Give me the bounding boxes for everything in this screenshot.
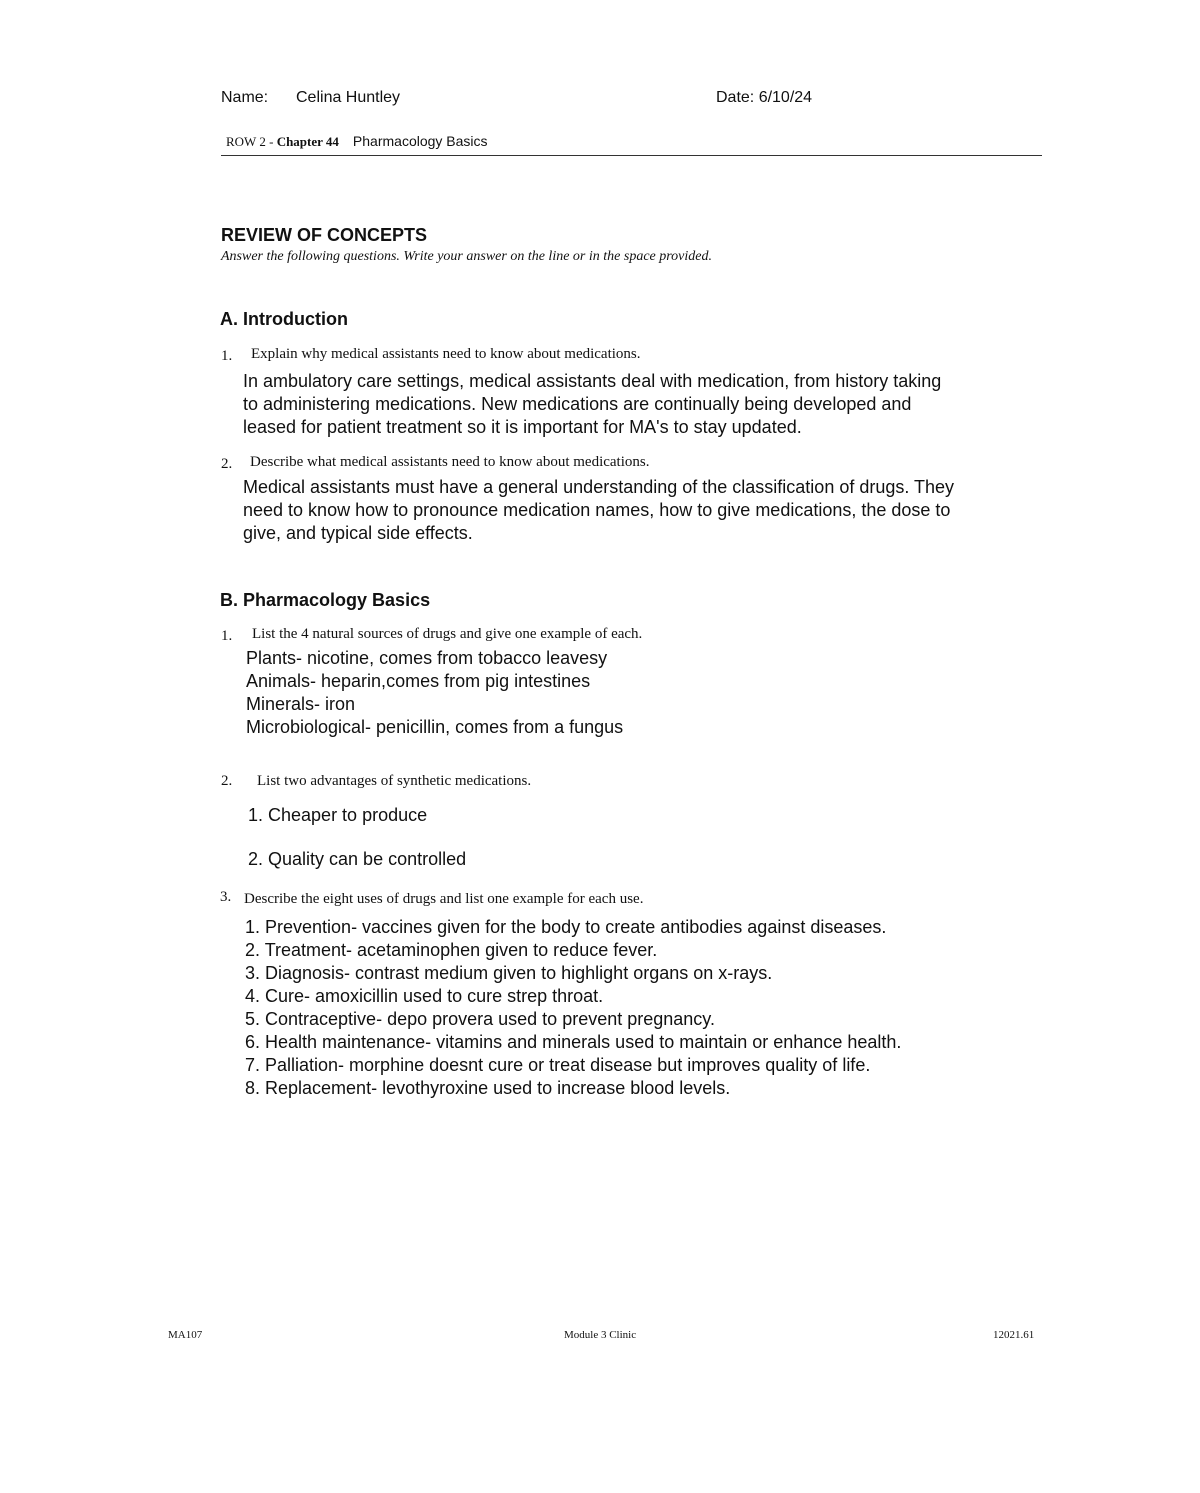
answer-line: Microbiological- penicillin, comes from a fungus (246, 717, 624, 737)
row-prefix: ROW 2 - (226, 134, 277, 149)
answer-line: 3. Diagnosis- contrast medium given to highlight organs on x-rays. (245, 963, 773, 983)
header-rule (221, 155, 1042, 156)
chapter-title: Pharmacology Basics (352, 133, 488, 149)
name-label: Name: (221, 89, 269, 106)
answer-line: 5. Contraceptive- depo provera used to prevent pregnancy. (245, 1009, 715, 1029)
question-text: Explain why medical assistants need to know about medications. (251, 346, 641, 362)
answer-line: 2. Treatment- acetaminophen given to reduce fever. (245, 940, 658, 960)
answer-block (246, 647, 623, 739)
section-b-title: B. Pharmacology Basics (220, 590, 431, 610)
answer-block (245, 916, 901, 1100)
question-number: 1. (221, 348, 233, 364)
question-number: 1. (221, 628, 233, 644)
footer-left: MA107 (168, 1329, 203, 1341)
footer-center: Module 3 Clinic (564, 1329, 637, 1341)
chapter-line (226, 133, 488, 151)
answer-line: 1. Prevention- vaccines given for the body to create antibodies against diseases. (245, 917, 887, 937)
answer-line: need to know how to pronounce medication names, how to give medications, the dose to (243, 500, 951, 520)
date-text: Date: 6/10/24 (716, 89, 813, 106)
question-number: 3. (220, 889, 232, 905)
answer-line: Animals- heparin,comes from pig intestines (246, 671, 591, 691)
question-number: 2. (221, 773, 233, 789)
answer-block (243, 370, 941, 439)
question-text: List two advantages of synthetic medications. (257, 773, 532, 789)
answer-line: Plants- nicotine, comes from tobacco leavesy (246, 648, 608, 668)
answer-line: Medical assistants must have a general understanding of the classification of drugs. They (243, 477, 955, 497)
review-instructions: Answer the following questions. Write your answer on the line or in the space provided. (221, 249, 712, 264)
footer-right: 12021.61 (993, 1329, 1035, 1341)
answer-line: 7. Palliation- morphine doesnt cure or treat disease but improves quality of life. (245, 1055, 871, 1075)
answer-line: In ambulatory care settings, medical assistants deal with medication, from history taking (243, 371, 942, 391)
answer-line: 8. Replacement- levothyroxine used to increase blood levels. (245, 1078, 731, 1098)
question-number: 2. (221, 456, 233, 472)
review-title: REVIEW OF CONCEPTS (221, 225, 428, 245)
answer-line: 4. Cure- amoxicillin used to cure strep throat. (245, 986, 604, 1006)
section-a-title: A. Introduction (220, 309, 348, 329)
answer-line: leased for patient treatment so it is important for MA's to stay updated. (243, 417, 802, 437)
question-text: Describe the eight uses of drugs and list one example for each use. (244, 891, 644, 907)
answer-block (243, 476, 954, 545)
question-text: Describe what medical assistants need to know about medications. (250, 454, 650, 470)
chapter-number: Chapter 44 (276, 134, 339, 149)
answer-line: give, and typical side effects. (243, 523, 473, 543)
answer-line: Minerals- iron (246, 694, 356, 714)
answer-line: 6. Health maintenance- vitamins and minerals used to maintain or enhance health. (245, 1032, 902, 1052)
answer-line: 1. Cheaper to produce (248, 805, 428, 825)
question-text: List the 4 natural sources of drugs and give one example of each. (252, 626, 643, 642)
name-value: Celina Huntley (296, 89, 401, 106)
answer-line: 2. Quality can be controlled (248, 849, 467, 869)
answer-line: to administering medications. New medications are continually being developed and (243, 394, 912, 414)
